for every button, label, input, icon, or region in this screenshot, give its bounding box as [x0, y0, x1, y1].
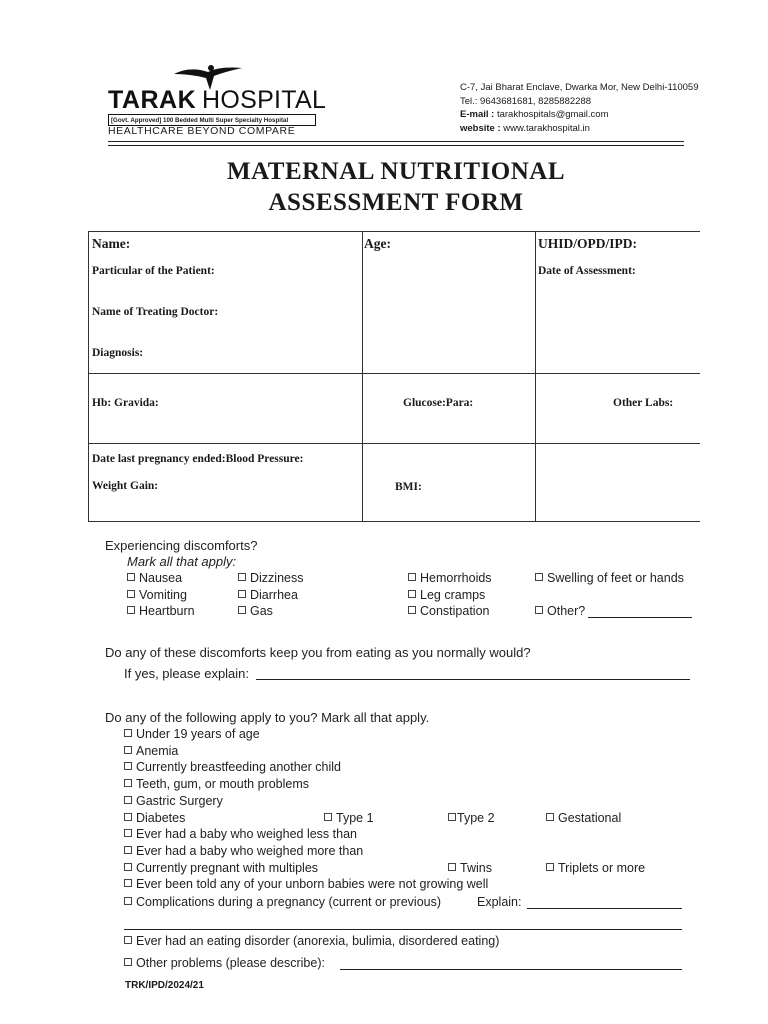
logo-hospital: HOSPITAL — [202, 86, 327, 114]
glucose-para-label: Glucose:Para: — [403, 397, 474, 409]
logo-tagline: HEALTHCARE BEYOND COMPARE — [108, 125, 296, 137]
discomforts-instruction: Mark all that apply: — [127, 554, 237, 569]
checkbox-icon[interactable] — [124, 813, 132, 821]
checkbox-eating-disorder[interactable]: Ever had an eating disorder (anorexia, bulimia, disordered eating) — [124, 934, 499, 948]
header-divider — [108, 141, 684, 146]
checkbox-leg-cramps[interactable]: Leg cramps — [408, 588, 485, 602]
checkbox-icon[interactable] — [124, 958, 132, 966]
particular-label: Particular of the Patient: — [92, 265, 215, 277]
website-label: website : — [460, 122, 501, 134]
checkbox-under-19[interactable]: Under 19 years of age — [124, 727, 260, 741]
checkbox-icon[interactable] — [408, 606, 416, 614]
table-col-divider — [362, 231, 363, 522]
form-title-line1: MATERNAL NUTRITIONAL — [226, 158, 566, 185]
checkbox-icon[interactable] — [127, 573, 135, 581]
checkbox-icon[interactable] — [324, 813, 332, 821]
complications-explain-line[interactable] — [527, 908, 682, 909]
checkbox-icon[interactable] — [124, 729, 132, 737]
checkbox-icon[interactable] — [127, 590, 135, 598]
hospital-logo — [108, 64, 327, 144]
discomforts-question: Experiencing discomforts? — [105, 538, 258, 553]
other-input-line[interactable] — [588, 617, 692, 618]
checkbox-icon[interactable] — [238, 590, 246, 598]
checkbox-gastric[interactable]: Gastric Surgery — [124, 794, 223, 808]
hb-gravida-label: Hb: Gravida: — [92, 397, 159, 409]
address: C-7, Jai Bharat Enclave, Dwarka Mor, New Delhi-110059 — [460, 82, 699, 93]
eating-question: Do any of these discomforts keep you from eating as you normally would? — [105, 645, 531, 660]
checkbox-type1[interactable]: Type 1 — [324, 811, 374, 825]
uhid-label: UHID/OPD/IPD: — [538, 236, 637, 251]
age-label: Age: — [364, 236, 391, 251]
checkbox-icon[interactable] — [238, 606, 246, 614]
checkbox-icon[interactable] — [124, 796, 132, 804]
logo-brand: TARAK — [108, 86, 197, 114]
website-value: www.tarakhospital.in — [503, 122, 590, 134]
contact-block — [460, 81, 698, 135]
checkbox-dizziness[interactable]: Dizziness — [238, 571, 304, 585]
email-line — [460, 108, 698, 122]
logo-govt-approved: [Govt. Approved] 100 Bedded Multi Super Specialty Hospital — [108, 114, 316, 126]
checkbox-anemia[interactable]: Anemia — [124, 744, 178, 758]
checkbox-triplets[interactable]: Triplets or more — [546, 861, 645, 875]
checkbox-breastfeeding[interactable]: Currently breastfeeding another child — [124, 760, 341, 774]
checkbox-icon[interactable] — [535, 606, 543, 614]
checkbox-icon[interactable] — [448, 813, 456, 821]
table-row-divider — [88, 373, 700, 374]
checkbox-icon[interactable] — [408, 573, 416, 581]
table-border-left — [88, 231, 89, 522]
checkbox-icon[interactable] — [546, 813, 554, 821]
checkbox-icon[interactable] — [408, 590, 416, 598]
weight-gain-label: Weight Gain: — [92, 480, 159, 492]
checkbox-hemorrhoids[interactable]: Hemorrhoids — [408, 571, 492, 585]
checkbox-icon[interactable] — [238, 573, 246, 581]
doctor-label: Name of Treating Doctor: — [92, 306, 219, 318]
checkbox-complications[interactable]: Complications during a pregnancy (current or previous) — [124, 895, 441, 909]
checkbox-icon[interactable] — [124, 879, 132, 887]
checkbox-other[interactable]: Other? — [535, 604, 585, 618]
email-label: E-mail : — [460, 109, 495, 120]
date-last-bp-label: Date last pregnancy ended:Blood Pressure: — [92, 453, 304, 465]
complications-extra-line[interactable] — [124, 929, 682, 930]
other-labs-label: Other Labs: — [613, 397, 674, 409]
form-title-line2: ASSESSMENT FORM — [268, 189, 524, 216]
eating-explain-line[interactable] — [256, 679, 690, 680]
checkbox-diarrhea[interactable]: Diarrhea — [238, 588, 298, 602]
checkbox-type2[interactable]: Type 2 — [448, 811, 495, 825]
email-value: tarakhospitals@gmail.com — [496, 109, 609, 120]
checkbox-twins[interactable]: Twins — [448, 861, 492, 875]
checkbox-icon[interactable] — [535, 573, 543, 581]
eating-explain-label: If yes, please explain: — [124, 666, 250, 681]
table-border-top — [88, 231, 700, 232]
table-row-divider — [88, 443, 700, 444]
checkbox-teeth[interactable]: Teeth, gum, or mouth problems — [124, 777, 309, 791]
checkbox-icon[interactable] — [546, 863, 554, 871]
checkbox-vomiting[interactable]: Vomiting — [127, 588, 187, 602]
form-code: TRK/IPD/2024/21 — [125, 980, 204, 991]
checkbox-icon[interactable] — [124, 936, 132, 944]
checkbox-icon[interactable] — [448, 863, 456, 871]
checkbox-gestational[interactable]: Gestational — [546, 811, 621, 825]
checkbox-icon[interactable] — [124, 779, 132, 787]
checkbox-icon[interactable] — [124, 829, 132, 837]
checkbox-diabetes[interactable]: Diabetes — [124, 811, 185, 825]
checkbox-baby-more[interactable]: Ever had a baby who weighed more than — [124, 844, 363, 858]
telephone: Tel.: 9643681681, 8285882288 — [460, 95, 592, 107]
checkbox-constipation[interactable]: Constipation — [408, 604, 490, 618]
other-problems-line[interactable] — [340, 969, 682, 970]
checkbox-icon[interactable] — [124, 746, 132, 754]
checkbox-gas[interactable]: Gas — [238, 604, 273, 618]
diagnosis-label: Diagnosis: — [92, 347, 144, 359]
complications-explain-label: Explain: — [477, 895, 522, 909]
checkbox-icon[interactable] — [124, 762, 132, 770]
checkbox-baby-less[interactable]: Ever had a baby who weighed less than — [124, 827, 357, 841]
date-assessment-label: Date of Assessment: — [538, 265, 636, 277]
checkbox-other-problems[interactable]: Other problems (please describe): — [124, 956, 325, 970]
checkbox-heartburn[interactable]: Heartburn — [127, 604, 195, 618]
table-col-divider — [535, 231, 536, 522]
checkbox-icon[interactable] — [124, 846, 132, 854]
checkbox-icon[interactable] — [127, 606, 135, 614]
name-label: Name: — [92, 236, 131, 251]
checkbox-swelling[interactable]: Swelling of feet or hands — [535, 571, 684, 585]
apply-question: Do any of the following apply to you? Mark all that apply. — [105, 710, 430, 725]
checkbox-multiples[interactable]: Currently pregnant with multiples — [124, 861, 318, 875]
bmi-label: BMI: — [395, 481, 422, 493]
checkbox-icon[interactable] — [124, 897, 132, 905]
checkbox-icon[interactable] — [124, 863, 132, 871]
checkbox-nausea[interactable]: Nausea — [127, 571, 182, 585]
checkbox-not-growing[interactable]: Ever been told any of your unborn babies were not growing well — [124, 877, 488, 891]
website-line — [460, 122, 698, 136]
table-border-bottom — [88, 521, 700, 522]
